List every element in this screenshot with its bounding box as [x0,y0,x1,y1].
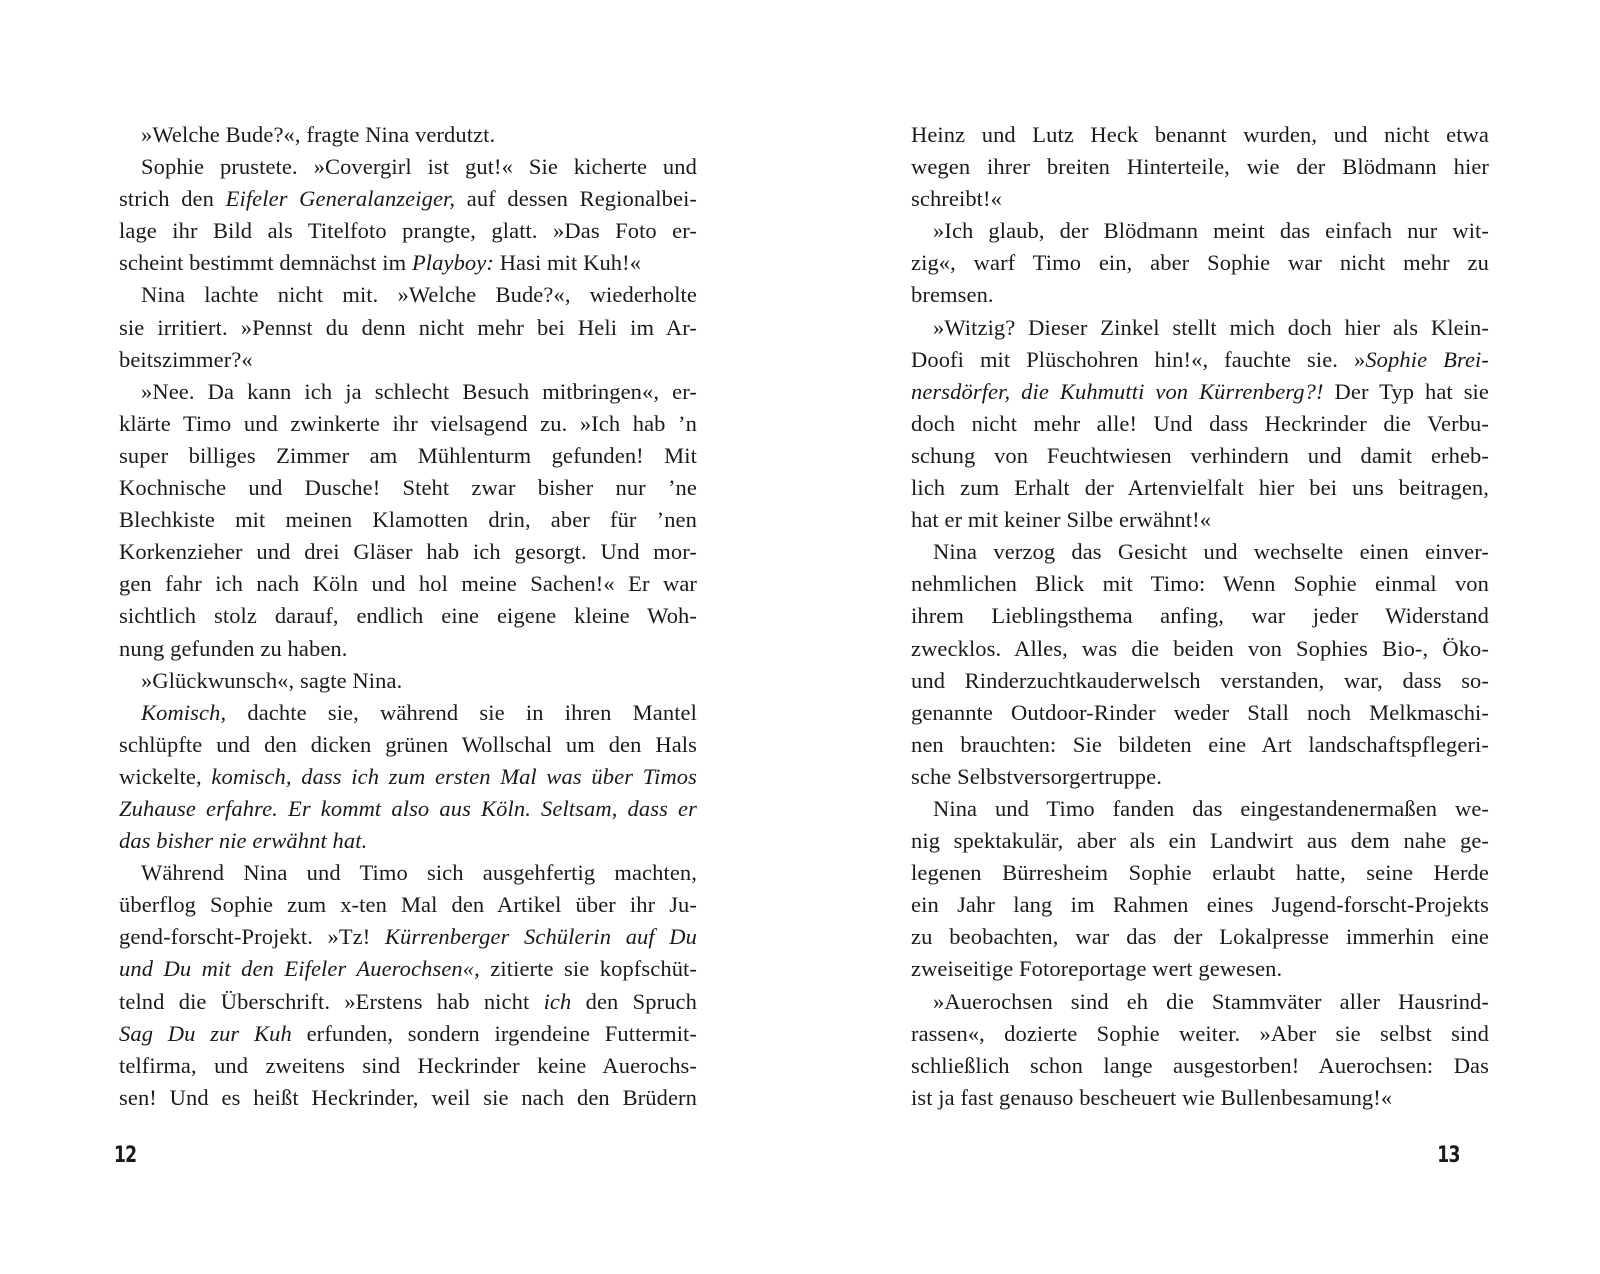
text-run: »Ich glaub, der Blödmann meint das einfach nur wit- [933,218,1489,244]
text-run: sichtlich stolz darauf, endlich eine eigene kleine Woh- [119,603,697,629]
italic-text: Sag Du zur Kuh [119,1020,292,1046]
text-run: nung gefunden zu haben. [119,635,348,661]
page-number-right: 13 [1437,1143,1460,1168]
text-run: beitszimmer?« [119,346,253,372]
text-line [911,215,1489,247]
text-line [911,857,1489,889]
text-run: nen brauchten: Sie bildeten eine Art landschaftspflegeri- [911,731,1489,757]
text-run: Der Typ hat sie [1323,378,1489,404]
italic-text: das bisher nie erwähnt hat. [119,828,368,854]
text-line [119,697,697,729]
text-run: dachte sie, während sie in ihren Mantel [226,699,697,725]
text-line [911,440,1489,472]
text-run: Heinz und Lutz Heck benannt wurden, und nicht etwa [911,122,1489,147]
text-line [119,376,697,408]
text-line [119,921,697,953]
text-run: ist ja fast genauso bescheuert wie Bullenbesamung!« [911,1084,1393,1110]
text-run: »Welche Bude?«, fragte Nina verdutzt. [141,122,496,147]
text-run: den Spruch [571,988,697,1014]
text-run: rassen«, dozierte Sophie weiter. »Aber sie selbst sind [911,1020,1489,1046]
text-line [119,857,697,889]
text-run: zweiseitige Fotoreportage wert gewesen. [911,956,1283,982]
text-run: Hasi mit Kuh!« [493,250,642,276]
text-run: »Auerochsen sind eh die Stammväter aller Hausrind- [933,988,1489,1014]
text-line [119,1050,697,1082]
text-line [119,793,697,825]
text-run: hat er mit keiner Silbe erwähnt!« [911,507,1212,533]
italic-text: Kürrenberger Schülerin auf Du [384,924,698,950]
text-line [119,633,697,665]
text-line [119,440,697,472]
text-run: nehmlichen Blick mit Timo: Wenn Sophie einmal von [911,571,1489,597]
text-line [911,247,1489,279]
italic-text: ich [543,988,572,1014]
text-run: schlüpfte und den dicken grünen Wollschal um den Hals [119,731,697,757]
italic-text: Eifeler Generalanzeiger, [225,186,456,212]
italic-text: Playboy: [411,250,494,276]
text-line [119,761,697,793]
text-line [119,953,697,985]
text-run: doch nicht mehr alle! Und dass Heckrinder die Verbu- [911,410,1489,436]
text-run: Nina lachte nicht mit. »Welche Bude?«, wiederholte [141,282,697,308]
text-run: klärte Timo und zwinkerte ihr vielsagend zu. »Ich hab ’n [119,410,697,436]
text-run: gend-forscht-Projekt. »Tz! [119,924,385,950]
text-run: sen! Und es heißt Heckrinder, weil sie nach den Brüdern [119,1084,697,1110]
text-line [911,953,1489,985]
text-run: Nina verzog das Gesicht und wechselte einen einver- [933,539,1489,565]
text-run: bremsen. [911,282,994,308]
text-line [119,504,697,536]
text-line [119,536,697,568]
text-line [119,215,697,247]
italic-text: und Du mit den Eifeler Auerochsen«, [119,956,480,982]
text-line [119,729,697,761]
text-line [119,279,697,311]
text-line [911,151,1489,183]
text-run: »Witzig? Dieser Zinkel stellt mich doch hier als Klein- [933,314,1489,340]
italic-text: Zuhause erfahre. Er kommt also aus Köln. Seltsam, dass er [119,795,697,821]
text-run: überflog Sophie zum x-ten Mal den Artikel über ihr Ju- [119,892,697,918]
text-run: auf dessen Regionalbei- [455,186,698,212]
text-run: lich zum Erhalt der Artenvielfalt hier bei uns beitragen, [911,475,1489,501]
text-line [119,986,697,1018]
text-run: Blechkiste mit meinen Klamotten drin, aber für ’nen [119,507,697,533]
text-run: erfunden, sondern irgendeine Futtermit- [291,1020,698,1046]
text-line [119,1082,697,1114]
text-run: »Glückwunsch«, sagte Nina. [141,667,403,693]
text-line [911,568,1489,600]
text-run: zitierte sie kopfschüt- [479,956,697,982]
italic-text: Sophie Brei- [1365,346,1489,372]
text-line [119,1018,697,1050]
text-run: Doofi mit Plüschohren hin!«, fauchte sie. » [911,346,1366,372]
text-run: lage ihr Bild als Titelfoto prangte, glatt. »Das Foto er- [119,218,697,244]
text-run: nig spektakulär, aber als ein Landwirt aus dem nahe ge- [911,828,1489,854]
text-line [911,183,1489,215]
text-line [911,1082,1489,1114]
text-line [911,119,1489,151]
text-line [911,633,1489,665]
right-page [800,0,1600,1274]
text-run: telnd die Überschrift. »Erstens hab nicht [119,988,544,1014]
text-line [119,568,697,600]
text-line [119,247,697,279]
text-run: schließlich schon lange ausgestorben! Auerochsen: Das [911,1052,1489,1078]
text-line [119,312,697,344]
text-run: zwecklos. Alles, was die beiden von Sophies Bio-, Öko- [911,635,1489,661]
text-line [911,697,1489,729]
text-line [119,119,697,151]
text-run: Sophie prustete. »Covergirl ist gut!« Sie kicherte und [141,154,697,180]
text-line [911,729,1489,761]
text-line [911,312,1489,344]
text-run: telfirma, und zweitens sind Heckrinder keine Auerochs- [119,1052,697,1078]
text-run: Nina und Timo fanden das eingestandenermaßen we- [933,795,1489,821]
text-run: Während Nina und Timo sich ausgehfertig machten, [141,860,697,886]
text-line [119,408,697,440]
text-line [911,889,1489,921]
text-run: gen fahr ich nach Köln und hol meine Sachen!« Er war [119,571,697,597]
text-run: sche Selbstversorgertruppe. [911,763,1162,789]
text-line [911,344,1489,376]
text-line [119,825,697,857]
text-line [119,472,697,504]
text-run: ein Jahr lang im Rahmen eines Jugend-forscht-Projekts [911,892,1489,918]
text-run: zu beobachten, war das der Lokalpresse immerhin eine [911,924,1489,950]
text-line [911,1050,1489,1082]
text-line [911,472,1489,504]
text-run: wegen ihrer breiten Hinterteile, wie der Blödmann hier [911,154,1489,180]
text-run: scheint bestimmt demnächst im [119,250,412,276]
text-line [911,921,1489,953]
text-line [119,151,697,183]
text-run: und Rinderzuchtkauderwelsch verstanden, war, dass so- [911,667,1489,693]
text-run: schreibt!« [911,186,1002,212]
page-number-left: 12 [114,1143,137,1168]
left-page-text [119,119,697,1114]
text-line [911,825,1489,857]
italic-text: komisch, dass ich zum ersten Mal was über Timos [211,763,697,789]
text-line [911,279,1489,311]
text-run: strich den [119,186,226,212]
text-run: super billiges Zimmer am Mühlenturm gefunden! Mit [119,442,697,468]
text-line [911,761,1489,793]
text-run: Korkenzieher und drei Gläser hab ich gesorgt. Und mor- [119,539,697,565]
text-line [119,600,697,632]
right-page-text [911,119,1489,1114]
text-line [119,889,697,921]
text-line [119,183,697,215]
text-run: ihrem Lieblingsthema anfing, war jeder Widerstand [911,603,1489,629]
text-line [911,600,1489,632]
italic-text: nersdörfer, die Kuhmutti von Kürrenberg?! [911,378,1324,404]
text-line [911,986,1489,1018]
text-line [911,1018,1489,1050]
text-run: sie irritiert. »Pennst du denn nicht mehr bei Heli im Ar- [119,314,697,340]
text-run: legenen Bürresheim Sophie erlaubt hatte, seine Herde [911,860,1489,886]
text-line [911,536,1489,568]
text-run: zig«, warf Timo ein, aber Sophie war nicht mehr zu [911,250,1489,276]
text-line [911,504,1489,536]
text-run: Kochnische und Dusche! Steht zwar bisher nur ’ne [119,475,697,501]
text-line [119,665,697,697]
text-line [911,665,1489,697]
text-run: wickelte, [119,763,212,789]
text-line [119,344,697,376]
text-line [911,793,1489,825]
text-run: genannte Outdoor-Rinder weder Stall noch Melkmaschi- [911,699,1489,725]
text-run: schung von Feuchtwiesen verhindern und damit erheb- [911,442,1489,468]
text-line [911,376,1489,408]
text-line [911,408,1489,440]
text-run: »Nee. Da kann ich ja schlecht Besuch mitbringen«, er- [141,378,697,404]
italic-text: Komisch, [141,699,227,725]
